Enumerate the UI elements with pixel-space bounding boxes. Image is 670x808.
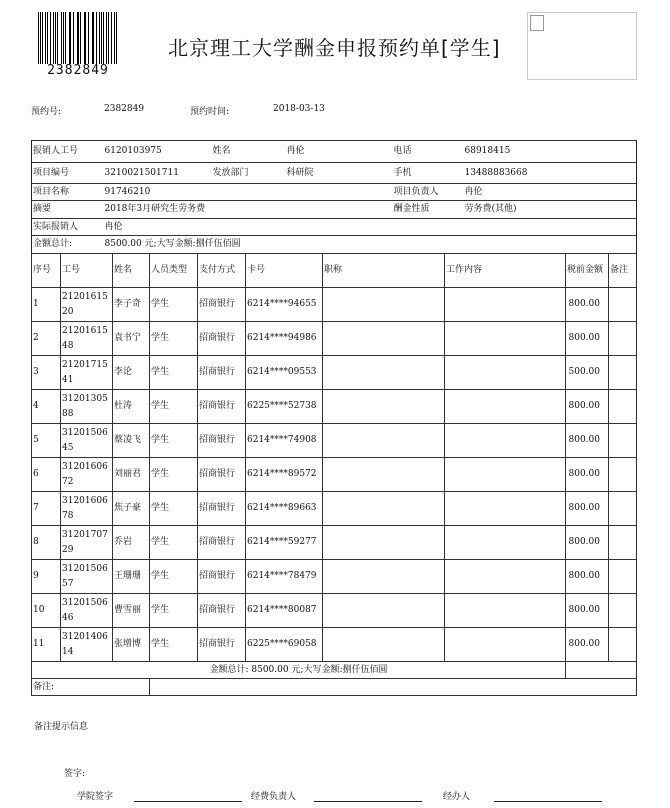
- actual: 冉伦: [104, 219, 637, 236]
- row-card: 6214****94655: [246, 288, 323, 322]
- remark-label: 备注:: [32, 679, 150, 696]
- row-work: [445, 322, 566, 356]
- row-index: 5: [32, 424, 61, 458]
- row-type: 学生: [150, 390, 198, 424]
- sign-label: 签字:: [64, 769, 86, 779]
- row-staff-id: 3120170729: [61, 526, 113, 560]
- row-remark: [609, 492, 637, 526]
- row-index: 1: [32, 288, 61, 322]
- row-work: [445, 594, 566, 628]
- total: 8500.00 元;大写金额:捌仟伍佰圆: [104, 236, 637, 254]
- row-staff-id: 3120150645: [61, 424, 113, 458]
- table-row: [32, 322, 637, 356]
- nature: 劳务费(其他): [464, 201, 637, 219]
- phone-label: 电话: [393, 141, 464, 163]
- table-row: [32, 458, 637, 492]
- project-no-label: 项目编号: [32, 163, 104, 184]
- row-name: 袁书宁: [113, 322, 150, 356]
- row-payment: 招商银行: [198, 288, 246, 322]
- row-amount: 800.00: [566, 526, 609, 560]
- row-card: 6225****52738: [246, 390, 323, 424]
- row-remark: [609, 526, 637, 560]
- page-title: 北京理工大学酬金申报预约单[学生]: [168, 36, 501, 60]
- row-remark: [609, 322, 637, 356]
- row-title: [323, 356, 445, 390]
- handler-line[interactable]: [494, 801, 602, 802]
- table-total: 金额总计: 8500.00 元;大写金额:捌仟伍佰圆: [32, 662, 566, 679]
- mobile: 13488883668: [464, 163, 637, 184]
- row-remark: [609, 390, 637, 424]
- table-row: [32, 526, 637, 560]
- row-payment: 招商银行: [198, 322, 246, 356]
- table-row: [32, 628, 637, 662]
- row-card: 6214****89572: [246, 458, 323, 492]
- table-row: [32, 424, 637, 458]
- row-card: 6214****74908: [246, 424, 323, 458]
- row-title: [323, 594, 445, 628]
- row-index: 11: [32, 628, 61, 662]
- college-sign-line[interactable]: [134, 801, 242, 802]
- leader-label: 项目负责人: [393, 184, 464, 201]
- staff-id: 6120103975: [104, 141, 212, 163]
- booking-no: 2382849: [104, 104, 145, 114]
- row-payment: 招商银行: [198, 390, 246, 424]
- row-name: 乔岩: [113, 526, 150, 560]
- row-type: 学生: [150, 492, 198, 526]
- row-card: 6214****94986: [246, 322, 323, 356]
- row-index: 8: [32, 526, 61, 560]
- row-type: 学生: [150, 322, 198, 356]
- row-card: 6214****59277: [246, 526, 323, 560]
- table-row: [32, 288, 637, 322]
- table-row: [32, 390, 637, 424]
- phone: 68918415: [464, 141, 637, 163]
- row-amount: 800.00: [566, 288, 609, 322]
- row-amount: 800.00: [566, 628, 609, 662]
- row-staff-id: 3120160672: [61, 458, 113, 492]
- row-type: 学生: [150, 424, 198, 458]
- dept-label: 发放部门: [212, 163, 286, 184]
- fund-leader-line[interactable]: [314, 801, 422, 802]
- row-remark: [609, 356, 637, 390]
- row-index: 7: [32, 492, 61, 526]
- row-title: [323, 322, 445, 356]
- row-type: 学生: [150, 458, 198, 492]
- row-title: [323, 424, 445, 458]
- row-work: [445, 288, 566, 322]
- row-staff-id: 3120140614: [61, 628, 113, 662]
- table-row: [32, 356, 637, 390]
- remark-hint: 备注提示信息: [34, 722, 89, 732]
- row-name: 张增博: [113, 628, 150, 662]
- row-card: 6214****78479: [246, 560, 323, 594]
- row-card: 6214****80087: [246, 594, 323, 628]
- row-title: [323, 526, 445, 560]
- row-amount: 800.00: [566, 322, 609, 356]
- row-work: [445, 526, 566, 560]
- nature-label: 酬金性质: [393, 201, 464, 219]
- row-name: 刘丽君: [113, 458, 150, 492]
- column-header: 支付方式: [198, 254, 246, 288]
- row-title: [323, 288, 445, 322]
- row-title: [323, 492, 445, 526]
- barcode-number: 2382849: [47, 63, 109, 78]
- row-type: 学生: [150, 526, 198, 560]
- row-type: 学生: [150, 356, 198, 390]
- row-payment: 招商银行: [198, 560, 246, 594]
- row-remark: [609, 424, 637, 458]
- row-work: [445, 390, 566, 424]
- payee-table: [31, 253, 637, 696]
- college-sign-label: 学院签字: [77, 792, 114, 802]
- table-row: [32, 594, 637, 628]
- column-header: 序号: [32, 254, 61, 288]
- row-title: [323, 458, 445, 492]
- row-remark: [609, 560, 637, 594]
- row-amount: 800.00: [566, 458, 609, 492]
- row-index: 10: [32, 594, 61, 628]
- column-header: 工号: [61, 254, 113, 288]
- dept: 科研院: [286, 163, 393, 184]
- project-name: 91746210: [104, 184, 393, 201]
- row-amount: 800.00: [566, 390, 609, 424]
- project-no: 3210021501711: [104, 163, 212, 184]
- row-staff-id: 2120161520: [61, 288, 113, 322]
- row-name: 焦子豪: [113, 492, 150, 526]
- summary: 2018年3月研究生劳务费: [104, 201, 393, 219]
- total-label: 金额总计:: [32, 236, 104, 254]
- row-index: 3: [32, 356, 61, 390]
- row-name: 李子奇: [113, 288, 150, 322]
- row-work: [445, 560, 566, 594]
- summary-label: 摘要: [32, 201, 104, 219]
- row-staff-id: 3120130588: [61, 390, 113, 424]
- row-work: [445, 424, 566, 458]
- row-staff-id: 3120150646: [61, 594, 113, 628]
- booking-time-label: 预约时间:: [190, 107, 230, 117]
- actual-label: 实际报销人: [32, 219, 104, 236]
- row-name: 杜涛: [113, 390, 150, 424]
- row-work: [445, 458, 566, 492]
- row-title: [323, 560, 445, 594]
- project-name-label: 项目名称: [32, 184, 104, 201]
- row-amount: 500.00: [566, 356, 609, 390]
- column-header: 税前金额: [566, 254, 609, 288]
- remark-value: [150, 679, 637, 696]
- column-header: 工作内容: [445, 254, 566, 288]
- name-label: 姓名: [212, 141, 286, 163]
- row-remark: [609, 288, 637, 322]
- staff-id-label: 报销人工号: [32, 141, 104, 163]
- row-index: 4: [32, 390, 61, 424]
- leader: 冉伦: [464, 184, 637, 201]
- row-index: 9: [32, 560, 61, 594]
- column-header: 职称: [323, 254, 445, 288]
- column-header: 卡号: [246, 254, 323, 288]
- row-card: 6214****09553: [246, 356, 323, 390]
- row-type: 学生: [150, 628, 198, 662]
- row-index: 2: [32, 322, 61, 356]
- row-payment: 招商银行: [198, 424, 246, 458]
- broken-image-icon: [530, 15, 544, 31]
- row-type: 学生: [150, 288, 198, 322]
- booking-no-label: 预约号:: [31, 107, 62, 117]
- fund-leader-label: 经费负责人: [251, 792, 297, 802]
- row-card: 6225****69058: [246, 628, 323, 662]
- row-remark: [609, 628, 637, 662]
- row-amount: 800.00: [566, 492, 609, 526]
- row-name: 王珊珊: [113, 560, 150, 594]
- row-staff-id: 3120150657: [61, 560, 113, 594]
- row-remark: [609, 594, 637, 628]
- row-staff-id: 2120161548: [61, 322, 113, 356]
- barcode-image: [38, 12, 118, 64]
- name: 冉伦: [286, 141, 393, 163]
- broken-image-placeholder: [527, 12, 637, 80]
- row-name: 李论: [113, 356, 150, 390]
- row-amount: 800.00: [566, 560, 609, 594]
- row-payment: 招商银行: [198, 458, 246, 492]
- column-header: 备注: [609, 254, 637, 288]
- mobile-label: 手机: [393, 163, 464, 184]
- row-type: 学生: [150, 560, 198, 594]
- row-payment: 招商银行: [198, 526, 246, 560]
- row-name: 蔡凌飞: [113, 424, 150, 458]
- row-index: 6: [32, 458, 61, 492]
- row-type: 学生: [150, 594, 198, 628]
- row-work: [445, 628, 566, 662]
- column-header: 人员类型: [150, 254, 198, 288]
- table-row: [32, 560, 637, 594]
- row-payment: 招商银行: [198, 594, 246, 628]
- row-staff-id: 3120160678: [61, 492, 113, 526]
- column-header: 姓名: [113, 254, 150, 288]
- row-card: 6214****89663: [246, 492, 323, 526]
- row-amount: 800.00: [566, 424, 609, 458]
- booking-time: 2018-03-13: [273, 104, 325, 114]
- row-remark: [609, 458, 637, 492]
- row-payment: 招商银行: [198, 356, 246, 390]
- row-work: [445, 492, 566, 526]
- row-title: [323, 628, 445, 662]
- row-work: [445, 356, 566, 390]
- row-payment: 招商银行: [198, 628, 246, 662]
- info-table: [31, 140, 637, 254]
- row-title: [323, 390, 445, 424]
- row-amount: 800.00: [566, 594, 609, 628]
- row-name: 曹雪丽: [113, 594, 150, 628]
- table-row: [32, 492, 637, 526]
- row-payment: 招商银行: [198, 492, 246, 526]
- row-staff-id: 2120171541: [61, 356, 113, 390]
- handler-label: 经办人: [443, 792, 471, 802]
